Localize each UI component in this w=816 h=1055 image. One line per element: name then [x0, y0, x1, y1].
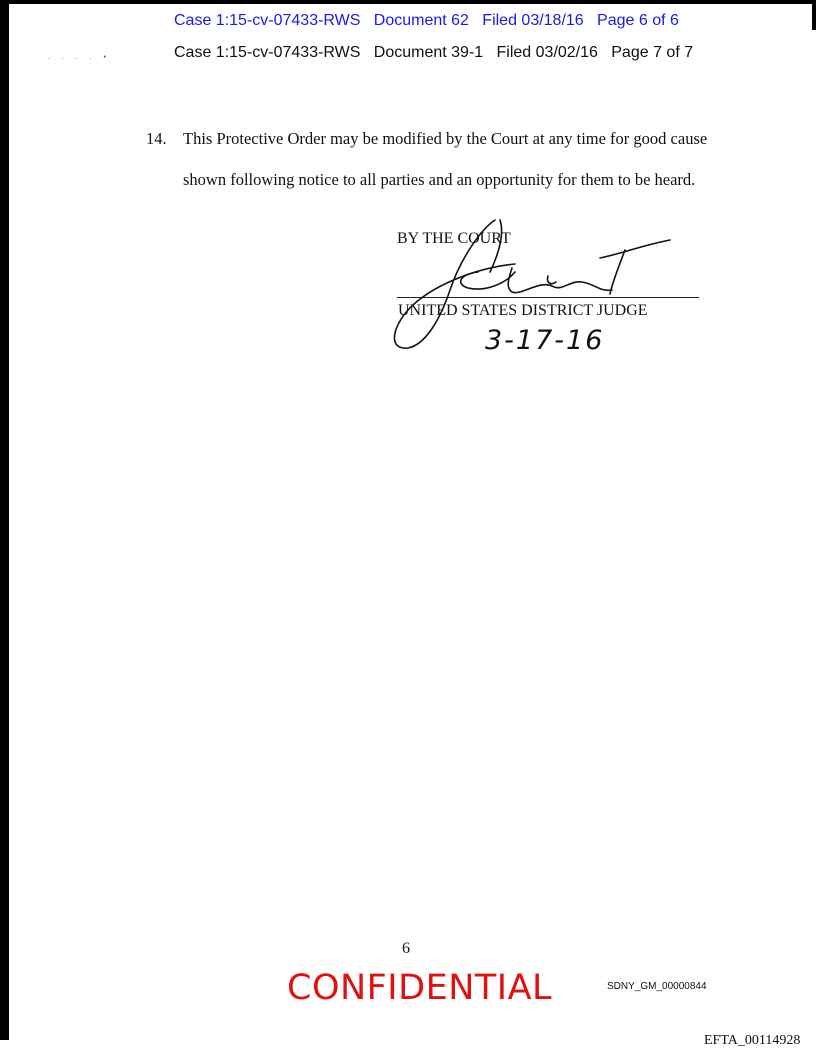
bates-number: SDNY_GM_00000844: [607, 981, 707, 992]
judge-title: UNITED STATES DISTRICT JUDGE: [398, 302, 648, 319]
paragraph-line-2: shown following notice to all parties and an opportunity for them to be heard.: [183, 170, 696, 189]
handwritten-date: 3-17-16: [485, 325, 605, 356]
filing-stamp-line-1: Case 1:15-cv-07433-RWS Document 62 Filed 03/18/16 Page 6 of 6: [174, 12, 679, 29]
paragraph-line-1: This Protective Order may be modified by the Court at any time for good cause: [183, 129, 708, 148]
page-border-right: [812, 0, 816, 30]
page-border-top: [0, 0, 816, 4]
filing-stamp-line-2: Case 1:15-cv-07433-RWS Document 39-1 Filed 03/02/16 Page 7 of 7: [174, 44, 694, 61]
scan-marks: . . . . •: [48, 54, 112, 61]
by-the-court-label: BY THE COURT: [397, 230, 511, 247]
page-border-left: [0, 0, 9, 1040]
confidential-stamp: CONFIDENTIAL: [287, 968, 553, 1008]
efta-number: EFTA_00114928: [704, 1033, 801, 1048]
page-number: 6: [402, 940, 410, 957]
paragraph-number: 14.: [146, 129, 167, 148]
